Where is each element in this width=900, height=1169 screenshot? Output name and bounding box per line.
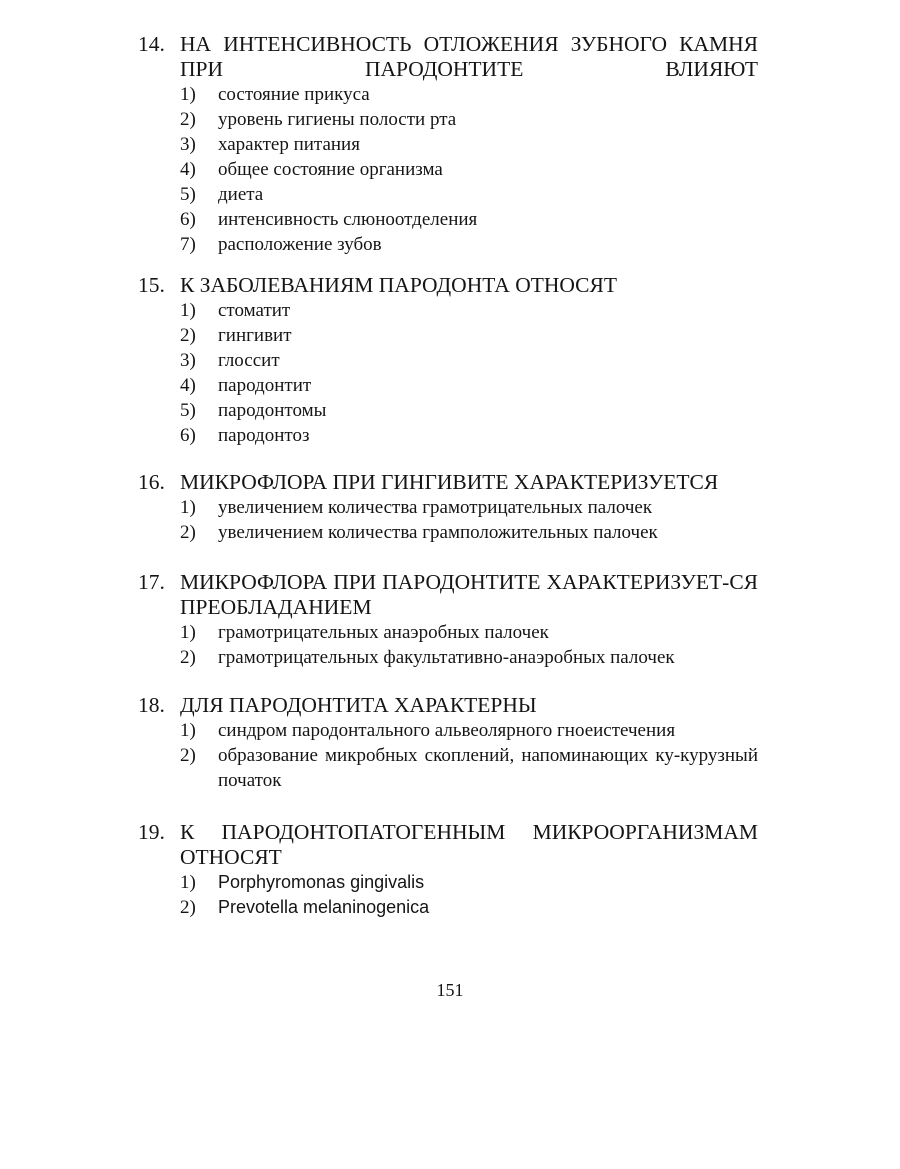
option-text: расположение зубов <box>218 234 382 255</box>
option-number: 1) <box>180 497 196 518</box>
option-number: 1) <box>180 622 196 643</box>
answer-option <box>138 620 758 645</box>
option-number: 4) <box>180 375 196 396</box>
answer-option <box>138 298 758 323</box>
option-text: образование микробных скоплений, напоминающих ку-курузный початок <box>218 745 758 791</box>
question-heading <box>138 273 758 298</box>
answer-option <box>138 323 758 348</box>
answer-option <box>138 870 758 895</box>
option-text: пародонтомы <box>218 400 327 421</box>
option-text: общее состояние организма <box>218 159 443 180</box>
question-number: 18. <box>138 693 165 717</box>
question-title-text: К ПАРОДОНТОПАТОГЕННЫМ МИКРООРГАНИЗМАМ ОТНОСЯТ <box>180 820 758 869</box>
question-18 <box>138 693 758 793</box>
answer-option <box>138 895 758 920</box>
option-number: 7) <box>180 234 196 255</box>
question-number: 16. <box>138 470 165 494</box>
option-number: 1) <box>180 720 196 741</box>
question-17 <box>138 570 758 670</box>
answer-options <box>138 620 758 670</box>
option-number: 5) <box>180 400 196 421</box>
option-text: грамотрицательных факультативно-анаэробных палочек <box>218 647 675 668</box>
option-text: стоматит <box>218 300 291 321</box>
option-text: уровень гигиены полости рта <box>218 109 457 130</box>
question-heading <box>138 570 758 620</box>
question-title <box>180 32 758 82</box>
option-number: 5) <box>180 184 196 205</box>
answer-options <box>138 718 758 793</box>
option-text: увеличением количества грамотрицательных палочек <box>218 497 653 518</box>
option-text: гингивит <box>218 325 292 346</box>
answer-option <box>138 107 758 132</box>
question-19 <box>138 820 758 920</box>
answer-option <box>138 718 758 743</box>
option-number: 3) <box>180 350 196 371</box>
question-14 <box>138 32 758 257</box>
question-title-text: НА ИНТЕНСИВНОСТЬ ОТЛОЖЕНИЯ ЗУБНОГО КАМНЯ ПРИ ПАРОДОНТИТЕ ВЛИЯЮТ <box>180 32 758 81</box>
option-text: состояние прикуса <box>218 84 370 105</box>
question-heading <box>138 693 758 718</box>
question-title-text: ДЛЯ ПАРОДОНТИТА ХАРАКТЕРНЫ <box>180 693 537 717</box>
question-heading <box>138 820 758 870</box>
option-text: синдром пародонтального альвеолярного гноеистечения <box>218 720 676 741</box>
option-number: 2) <box>180 325 196 346</box>
option-number: 6) <box>180 425 196 446</box>
answer-option <box>138 132 758 157</box>
answer-option <box>138 157 758 182</box>
answer-option <box>138 743 758 793</box>
option-text: диета <box>218 184 264 205</box>
option-number: 2) <box>180 897 196 918</box>
option-number: 1) <box>180 872 196 893</box>
answer-option <box>138 232 758 257</box>
question-title-text: К ЗАБОЛЕВАНИЯМ ПАРОДОНТА ОТНОСЯТ <box>180 273 617 297</box>
answer-option <box>138 423 758 448</box>
option-text: Prevotella melaninogenica <box>218 897 430 917</box>
question-16 <box>138 470 758 545</box>
answer-options <box>138 82 758 257</box>
question-heading <box>138 470 758 495</box>
option-text: интенсивность слюноотделения <box>218 209 478 230</box>
option-number: 2) <box>180 745 196 766</box>
answer-option <box>138 82 758 107</box>
answer-options <box>138 298 758 448</box>
question-title-text: МИКРОФЛОРА ПРИ ПАРОДОНТИТЕ ХАРАКТЕРИЗУЕТ-СЯ ПРЕОБЛАДАНИЕМ <box>180 570 758 619</box>
option-number: 4) <box>180 159 196 180</box>
answer-option <box>138 398 758 423</box>
option-text: грамотрицательных анаэробных палочек <box>218 622 549 643</box>
option-number: 1) <box>180 84 196 105</box>
question-title-text: МИКРОФЛОРА ПРИ ГИНГИВИТЕ ХАРАКТЕРИЗУЕТСЯ <box>180 470 719 494</box>
option-text: характер питания <box>218 134 360 155</box>
page-number: 151 <box>436 980 464 1000</box>
option-text: глоссит <box>218 350 280 371</box>
answer-option <box>138 495 758 520</box>
question-15 <box>138 273 758 448</box>
option-text: пародонтоз <box>218 425 310 446</box>
question-number: 15. <box>138 273 165 297</box>
answer-option <box>138 182 758 207</box>
option-text: увеличением количества грамположительных палочек <box>218 522 658 543</box>
answer-options <box>138 870 758 920</box>
answer-option <box>138 520 758 545</box>
question-number: 14. <box>138 32 165 56</box>
question-heading <box>138 32 758 82</box>
option-text: Porphyromonas gingivalis <box>218 872 425 892</box>
question-number: 17. <box>138 570 165 594</box>
option-number: 2) <box>180 647 196 668</box>
question-number: 19. <box>138 820 165 844</box>
answer-option <box>138 348 758 373</box>
option-number: 6) <box>180 209 196 230</box>
answer-option <box>138 645 758 670</box>
answer-option <box>138 207 758 232</box>
option-text: пародонтит <box>218 375 312 396</box>
answer-options <box>138 495 758 545</box>
option-number: 3) <box>180 134 196 155</box>
option-number: 2) <box>180 109 196 130</box>
option-number: 2) <box>180 522 196 543</box>
answer-option <box>138 373 758 398</box>
option-number: 1) <box>180 300 196 321</box>
